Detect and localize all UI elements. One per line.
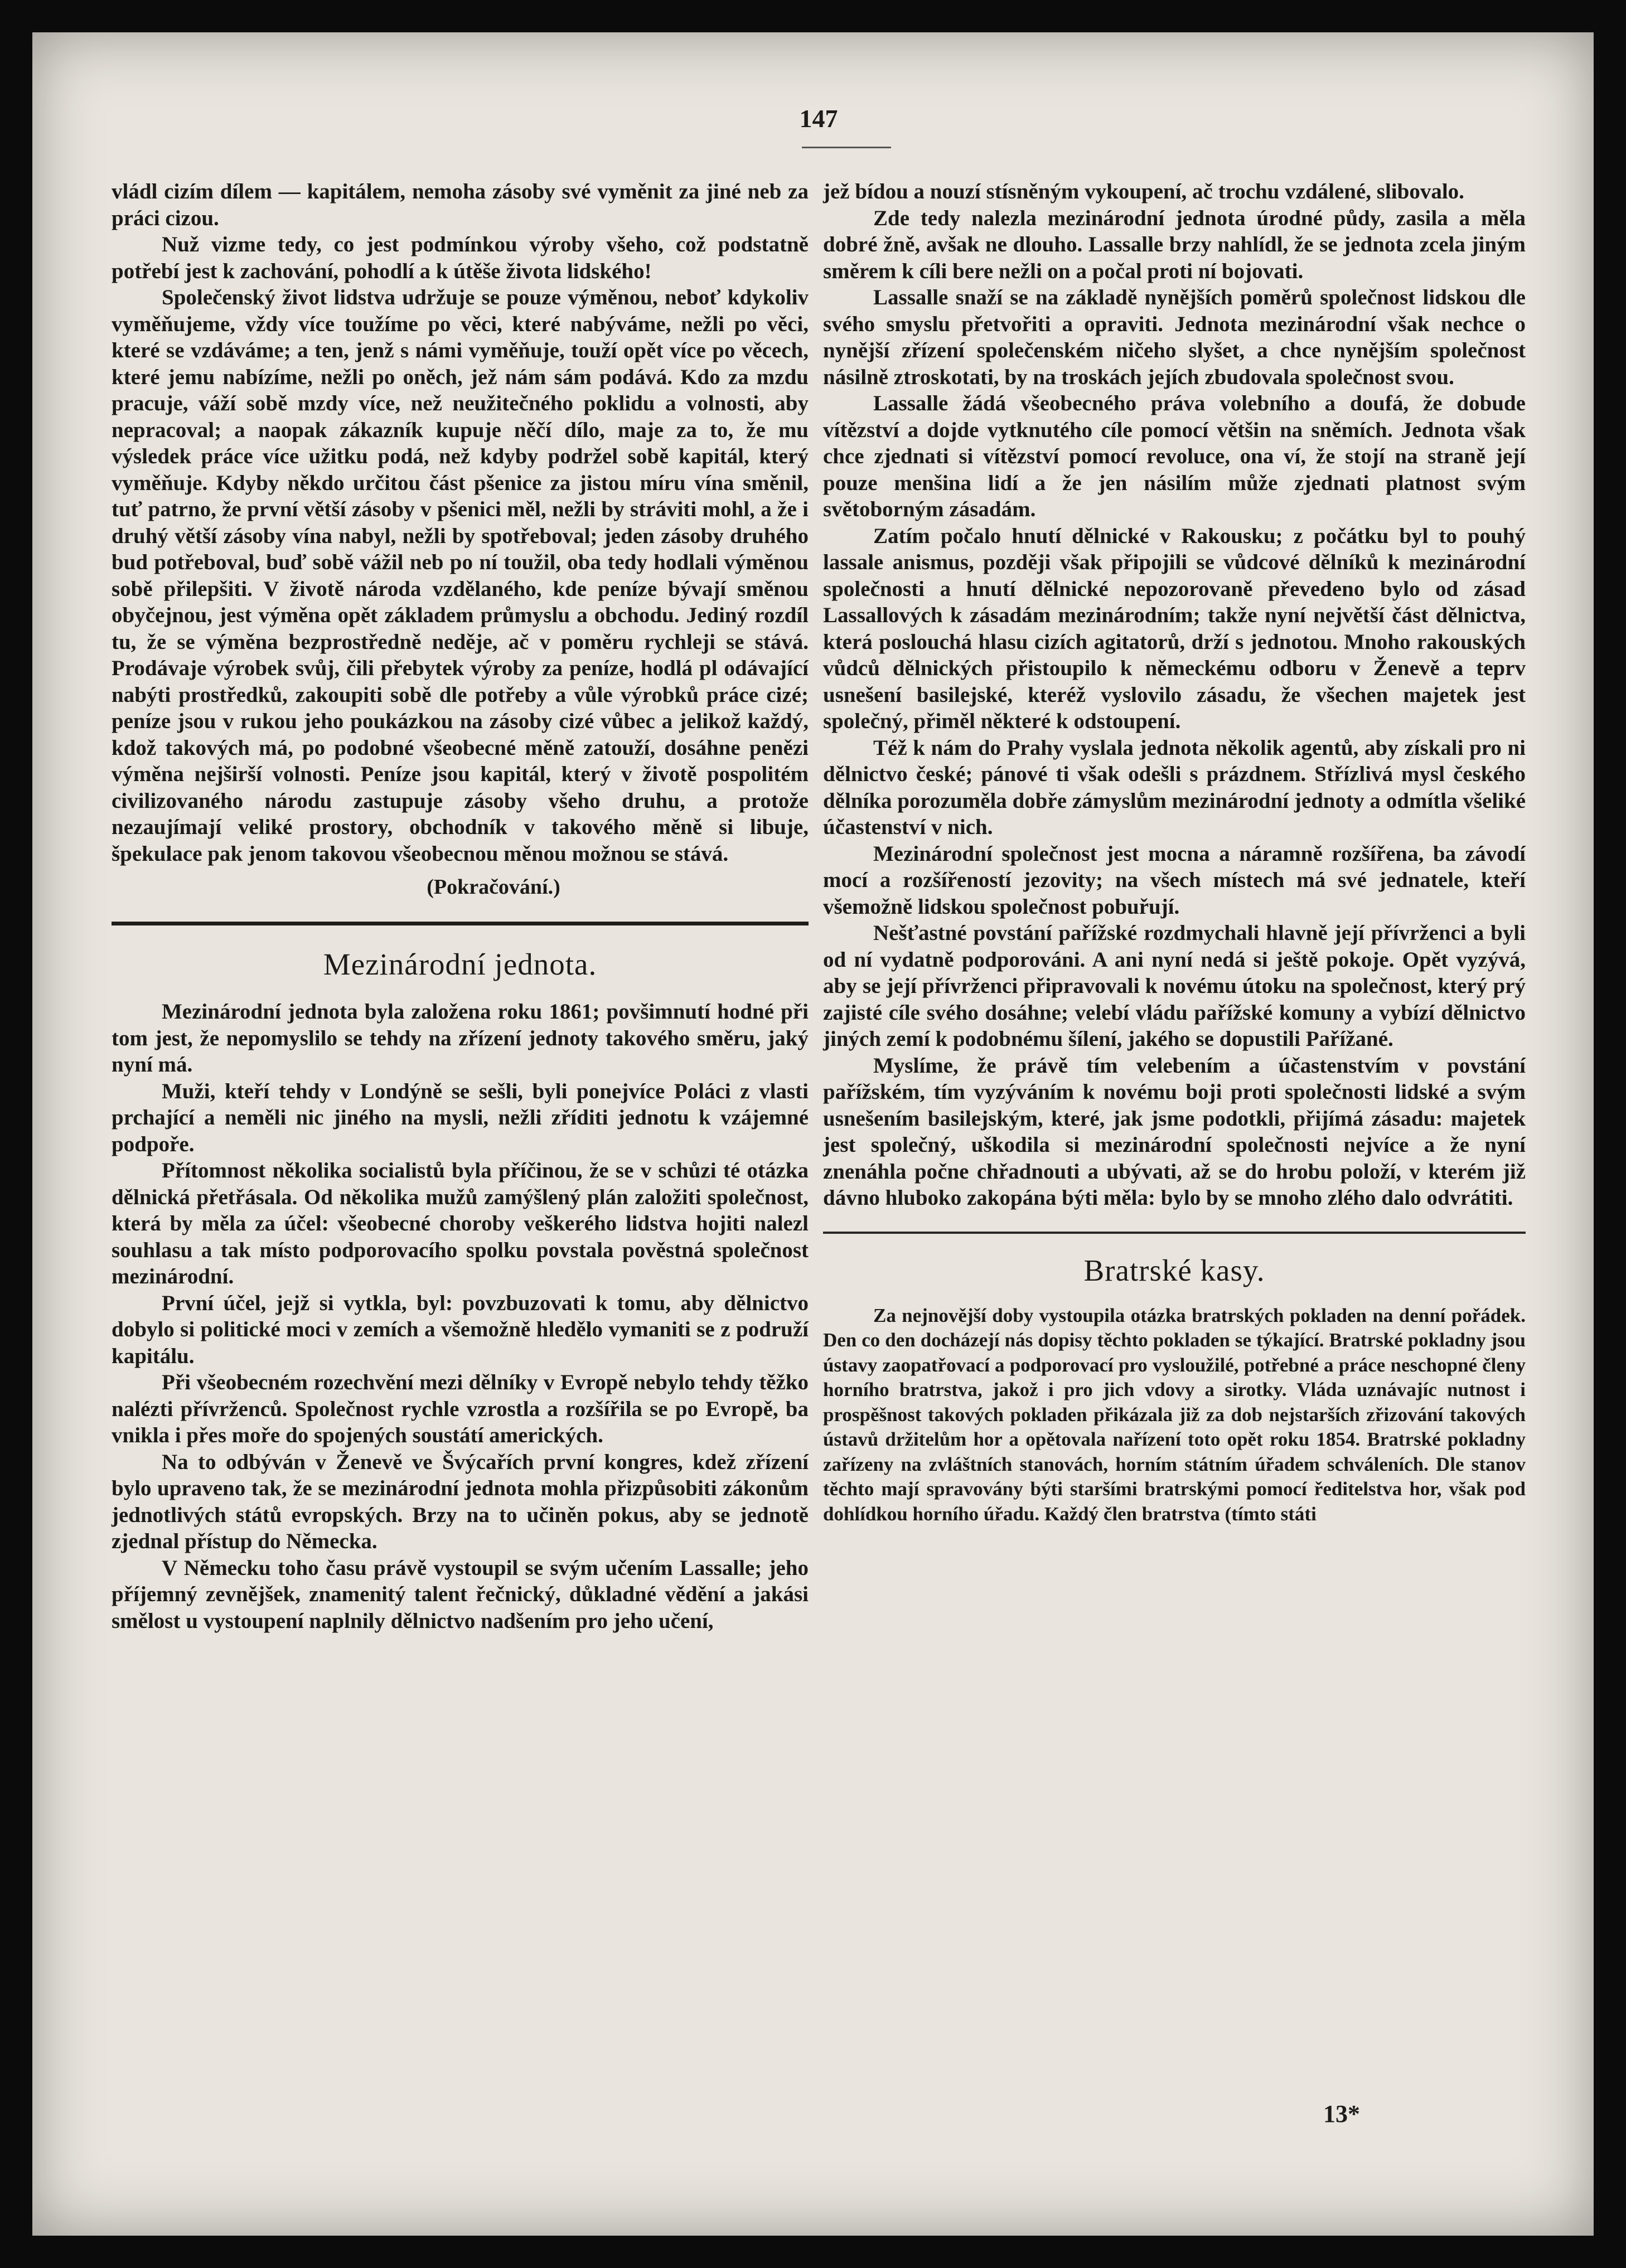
paragraph: V Německu toho času právě vystoupil se svým učením Lassalle; jeho příjemný zevnějšek, znamenitý talent řečnický, důkladné vědění a jakási smělost u vystoupení naplnily dělnictvo nadšením pro jeho učení, — [112, 1555, 809, 1633]
newspaper-page — [32, 32, 1594, 2236]
paragraph: Muži, kteří tehdy v Londýně se sešli, byli ponejvíce Poláci z vlasti prchající a neměli nic jiného na mysli, nežli zříditi jednotu k vzájemné podpoře. — [112, 1079, 809, 1156]
paragraph: jež bídou a nouzí stísněným vykoupení, ač trochu vzdálené, slibovalo. — [823, 180, 1464, 203]
paragraph: Zatím počalo hnutí dělnické v Rakousku; z počátku byl to pouhý lassale anismus, později však připojili se vůdcové dělníků k mezinárodní společnosti a hnutí dělnické nepozorovaně převedeno bylo od zásad Lassallových k zásadám mezinárodním; takže nyní největší část dělnictva, která poslouchá hlasu cizích agitatorů, drží s jednotou. Mnoho rakouských vůdců dělnických přistoupilo k německému odboru v Ženevě a teprv usnešení basilejské, kteréž vyslovilo zásadu, že všechen majetek jest společný, přiměl některé k odstoupení. — [823, 524, 1526, 733]
paragraph: Nuž vizme tedy, co jest podmínkou výroby všeho, což podstatně potřebí jest k zachování, pohodlí a k útěše života lidského! — [112, 232, 809, 283]
signature-mark: 13* — [1323, 2100, 1360, 2128]
paragraph: První účel, jejž si vytkla, byl: povzbuzovati k tomu, aby dělnictvo dobylo si politické moci v zemích a všemožně hledělo vymaniti se z podruží kapitálu. — [112, 1291, 809, 1368]
paragraph: Lassalle snaží se na základě nynějších poměrů společnost lidskou dle svého smyslu přetvořiti a opraviti. Jednota mezinárodní však nechce o nynější zřízení společenském ničeho slyšet, a chce nynějším společnost násilně ztroskotati, by na troskách jejích zbudovala společnost svou. — [823, 285, 1526, 389]
paragraph: Lassalle žádá všeobecného práva volebního a doufá, že dobude vítězství a dojde vytknutého cíle pomocí většin na sněmích. Jednota však chce zjednati si vítězství pomocí revoluce, ona ví, že stojí na straně její pouze menšina lidí a že jen násilím může zjednati platnost svým světoborným zásadám. — [823, 391, 1526, 521]
paragraph: Při všeobecném rozechvění mezi dělníky v Evropě nebylo tehdy těžko nalézti přívrženců. Společnost rychle vzrostla a rozšířila se po Evropě, ba vnikla i přes moře do spojených soustátí amerických. — [112, 1370, 809, 1447]
paragraph: Na to odbýván v Ženevě ve Švýcařích první kongres, kdež zřízení bylo upraveno tak, že se mezinárodní jednota mohla přizpůsobiti zákonům jednotlivých států evropských. Brzy na to učiněn pokus, aby se jednotě zjednal přístup do Německa. — [112, 1450, 809, 1553]
paragraph: vládl cizím dílem — kapitálem, nemoha zásoby své vyměnit za jiné neb za práci cizou. — [112, 180, 809, 230]
paragraph: Mezinárodní jednota byla založena roku 1861; povšimnutí hodné při tom jest, že nepomyslilo se tehdy na zřízení jednoty takového směru, jaký nyní má. — [112, 1000, 809, 1077]
section-title: Mezinárodní jednota. — [323, 947, 597, 981]
paragraph: Společenský život lidstva udržuje se pouze výměnou, neboť kdykoliv vyměňujeme, vždy více toužíme po věci, které nabýváme, nežli po věci, které se vzdáváme; a ten, jenž s námi vyměňuje, touží opět více po věcech, které jemu nabízíme, nežli po oněch, jež nám sám podává. Kdo za mzdu pracuje, váží sobě mzdy více, než neužitečného poklidu a volnosti, aby nepracoval; a naopak zákazník kupuje něčí dílo, maje za to, že mu výsledek práce více užitku podá, než kdyby podržel sobě kapitál, který vyměňuje. Kdyby někdo určitou část pšenice za jistou míru vína směnil, tuť patrno, že první větší zásoby v pšenici měl, nežli by stráviti mohl, a že i druhý větší zásoby vína nabyl, nežli by spotřeboval; jeden zásoby druhého bud potřeboval, buď sobě vážil neb po ní toužil, oba tedy hodlali výměnou sobě přilepšiti. V životě národa vzdělaného, kde peníze bývají směnou obyčejnou, jest výměna opět základem průmyslu a obchodu. Jediný rozdíl tu, že se výměna bezprostředně neděje, ač v poměru rychleji se stává. Prodávaje výrobek svůj, čili přebytek výroby za peníze, hodlá pl odávající nabýti prostředků, zakoupiti sobě dle potřeby a vůle výrobků práce cizé; peníze jsou v rukou jeho poukázkou na zásoby cizé vůbec a jelikož každý, kdož takových má, po podobné všeobecné měně zatouží, dosáhne penězi výměna nejširší volnosti. Peníze jsou kapitál, který v životě pospolitém civilizovaného národu zastupuje zásoby všeho druhu, a protože nezaujímají veliké prostory, obchodník v takového měně si libuje, špekulace pak jenom takovou všeobecnou měnou možnou se stává. — [112, 285, 809, 866]
paragraph: Myslíme, že právě tím velebením a účastenstvím v povstání pařížském, tím vyzýváním k novému boji proti společnosti lidské a svým usnešením basilejským, které, jak jsme podotkli, přijímá zásadu: majetek jest společný, uškodila si mezinárodní společnosti nejvíce a že nyní znenáhla počne chřadnouti a ubývati, až se do hrobu položí, v kterém již dávno hluboko zakopána býti měla: bylo by se mnoho zlého dalo odvrátiti. — [823, 1053, 1526, 1210]
header-rule — [802, 147, 891, 148]
paragraph: Zde tedy nalezla mezinárodní jednota úrodné půdy, zasila a měla dobré žně, avšak ne dlouho. Lassalle brzy nahlídl, že se jednota zcela jiným směrem k cíli bere nežli on a počal proti ní bojovati. — [823, 206, 1526, 283]
page-number: 147 — [799, 104, 838, 133]
paragraph: Přítomnost několika socialistů byla příčinou, že se v schůzi té otázka dělnická přetřásala. Od několika mužů zamýšlený plán založiti společnost, která by měla za účel: všeobecné choroby veškerého lidstva hojiti nalezl souhlasu a tak místo podporovacího spolku povstala pověstná společnost mezinárodní. — [112, 1159, 809, 1288]
section-title: Bratrské kasy. — [1083, 1253, 1265, 1287]
paragraph: Mezinárodní společnost jest mocna a náramně rozšířena, ba závodí mocí a rozšířeností jezovity; na všech místech má své jednatele, kteří všemožně lidskou společnost pobuřují. — [823, 841, 1526, 919]
section-divider — [112, 922, 809, 925]
continued-label: (Pokračování.) — [427, 875, 560, 899]
left-column — [112, 178, 809, 1634]
paragraph: Nešťastné povstání pařížské rozdmychali hlavně její přívrženci a byli od ní vydatně podporováni. A ani nyní nedá si ještě pokoje. Opět vyzývá, aby se její přívrženci připravovali k novému útoku na společnost, který prý zajisté cíle svého dosáhne; velebí vládu pařížské komuny a vybízí dělnictvo jiných zemí k podobnému šílení, jakého se dopustili Pařížané. — [823, 921, 1526, 1051]
paragraph: Za nejnovější doby vystoupila otázka bratrských pokladen na denní pořádek. Den co den docházejí nás dopisy těchto pokladen se týkající. Bratrské pokladny jsou ústavy zaopatřovací a podporovací pro vysloužilé, potřebné a práce neschopné členy horního bratrstva, jakož i pro jich vdovy a sirotky. Vláda uznávajíc nutnost i prospěšnost takových pokladen přikázala již za dob nejstarších zřizování takových ústavů držitelům hor a opětovala nařízení toto opět roku 1854. Bratrské pokladny zařízeny na zvláštních stanovách, horním státním úřadem schváleních. Dle stanov těchto mají spravovány býti staršími bratrskými pomocí ředitelstva hor, však pod dohlídkou horního úřadu. Každý člen bratrstva (tímto státi — [823, 1304, 1526, 1525]
right-column — [823, 178, 1526, 1526]
section-divider — [823, 1232, 1526, 1234]
paragraph: Též k nám do Prahy vyslala jednota několik agentů, aby získali pro ni dělnictvo české; pánové ti však odešli s prázdnem. Střízlivá mysl českého dělníka porozuměla dobře zámyslům mezinárodní jednoty a odmítla všeliké účastenství v nich. — [823, 735, 1526, 839]
